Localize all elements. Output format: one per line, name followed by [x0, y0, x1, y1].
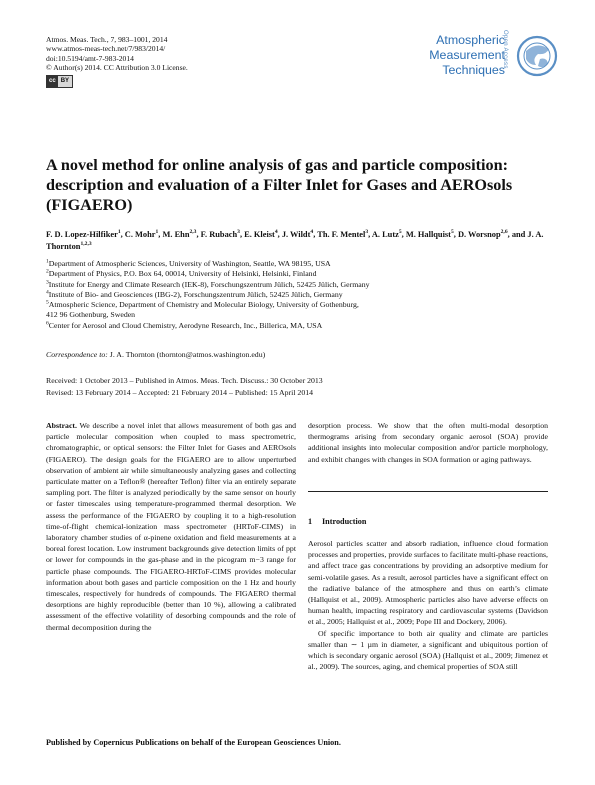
citation: Atmos. Meas. Tech., 7, 983–1001, 2014 — [46, 35, 168, 44]
author-affiliation-marker: 2,6 — [500, 229, 508, 236]
author-affiliation-marker: 5 — [450, 229, 454, 236]
author-affiliation-marker: 5 — [398, 229, 402, 236]
affiliation-1: $^1$Department of Atmospheric Sciences, University of Washington, Seattle, WA 98195, USA — [46, 258, 331, 268]
article-metadata — [46, 35, 188, 88]
abstract-label: Abstract. — [46, 421, 77, 430]
abstract-column — [46, 420, 296, 633]
section-divider — [308, 491, 548, 492]
article-url[interactable]: www.atmos-meas-tech.net/7/983/2014/ — [46, 44, 166, 54]
author-affiliation-marker: 1,2,3 — [80, 241, 92, 248]
author-affiliation-marker: 1 — [117, 229, 121, 236]
affiliation-3: $^3$Institute for Energy and Climate Research (IEK-8), Forschungszentrum Jülich, 52425 Jülich, Germany — [46, 279, 370, 289]
introduction-heading — [308, 517, 366, 526]
journal-name — [395, 33, 505, 79]
received-date: Received: 1 October 2013 – Published in Atmos. Meas. Tech. Discuss.: 30 October 2013 — [46, 376, 323, 385]
author-affiliation-marker: 3 — [237, 229, 240, 236]
journal-name-line2: Measurement — [429, 48, 505, 63]
affiliation-6: $^6$Center for Aerosol and Cloud Chemistry, Aerodyne Research, Inc., Billerica, MA, USA — [46, 320, 323, 330]
author-name: A. Lutz — [371, 230, 399, 239]
journal-name-line3: Techniques — [442, 63, 505, 78]
author-name: F. D. Lopez-Hilfiker — [46, 230, 118, 239]
author-name: M. Ehn — [162, 230, 190, 239]
author-list: F. D. Lopez-Hilfiker$^1$, C. Mohr$^1$, M. Ehn$^{2,3}$, F. Rubach$^3$, E. Kleist$^4$, J. Wildt$^4$, Th. F. Mentel$^3$, A. Lutz$^5$, M. Hallquist$^5$, D. Worsnop$^{2,6}$, and J. A. Thornton$^{1,2,3}$ — [46, 229, 544, 251]
doi[interactable]: doi:10.5194/amt-7-983-2014 — [46, 53, 134, 63]
affiliation-5: $^5$Atmospheric Science, Department of Chemistry and Molecular Biology, University of Gothenburg, — [46, 299, 359, 310]
author-name: J. Wildt — [281, 230, 311, 239]
author-affiliation-marker: 1 — [155, 229, 159, 236]
correspondence-label: Correspondence to: — [46, 350, 108, 359]
correspondence-email[interactable]: J. A. Thornton (thornton@atmos.washington.edu) — [107, 350, 266, 359]
paper-title: A novel method for online analysis of gas and particle composition: description and evaluation of a Filter Inlet for Gases and AEROsols (FIGAERO) — [46, 156, 513, 214]
abstract-text: We describe a novel inlet that allows measurement of both gas and particle molecular composition when coupled to mass spectrometric, chromatographic, or optical sensors: the Filter Inlet for Gases and AEROsols (FIGAERO). The design goals for the FIGAERO are to allow unperturbed observation of ambient air while simultaneously analyzing gases and collecting particulate matter on a Teflon® (hereafter Teflon) filter via an entirely separate sampling port. The filter is analyzed periodically by the same sensor on hourly or faster timescales using temperature-programmed thermal desorption. We assess the performance of the FIGAERO by coupling it to a high-resolution time-of-flight chemical-ionization mass spectrometer (HRToF-CIMS) in laboratory chamber studies of α-pinene oxidation and field measurements at a boreal forest location. Low instrument backgrounds give detection limits of ppt or lower for compounds in the gas-phase and in the picogram m−3 range for particle phase compounds. The FIGAERO-HRToF-CIMS provides molecular information about both gases and particle composition on the 1 Hz and hourly timescales, respectively for hundreds of compounds. The FIGAERO thermal desorptions are highly reproducible (better than 10 %), allowing a calibrated assessment of the effective volatility of desorbing compounds and the role of thermal decomposition during the — [46, 421, 296, 632]
introduction-paragraph-2: Of specific importance to both air quality and climate are particles smaller than ∼ 1 µm in diameter, a significant and ubiquitous portion of which is secondary organic aerosol (SOA) (Hallquist et al., 2009; Jimenez et al., 2009). The sources, aging, and chemical properties of SOA still — [308, 628, 548, 672]
section-title: Introduction — [322, 517, 367, 526]
cc-by-license-icon[interactable] — [46, 75, 73, 88]
author-affiliation-marker: 2,3 — [189, 229, 197, 236]
affiliation-2: $^2$Department of Physics, P.O. Box 64, 00014, University of Helsinki, Helsinki, Finland — [46, 268, 317, 279]
author-name: F. Rubach — [200, 230, 238, 239]
license-text: © Author(s) 2014. CC Attribution 3.0 License. — [46, 63, 188, 73]
author-name: Th. F. Mentel — [317, 230, 366, 239]
correspondence — [46, 350, 265, 359]
cc-badge-label: cc — [47, 76, 58, 87]
author-affiliation-marker: 3 — [365, 229, 369, 236]
author-affiliation-marker: 4 — [310, 229, 314, 236]
affiliation-5-continued: 412 96 Gothenburg, Sweden — [46, 310, 136, 320]
affiliations — [46, 259, 556, 331]
author-name: J. A. Thornton — [46, 230, 544, 251]
egu-globe-logo-icon — [516, 35, 558, 77]
author-name: D. Worsnop — [457, 230, 501, 239]
publisher-footer: Published by Copernicus Publications on behalf of the European Geosciences Union. — [46, 738, 341, 747]
author-name: C. Mohr — [124, 230, 156, 239]
open-access-label: Open Access — [502, 30, 508, 69]
by-badge-label: BY — [60, 77, 70, 84]
introduction-body — [308, 538, 548, 672]
section-number: 1 — [308, 517, 313, 526]
journal-name-line1: Atmospheric — [436, 33, 505, 47]
author-name: E. Kleist — [244, 230, 275, 239]
author-affiliation-marker: 4 — [274, 229, 278, 236]
abstract-continuation: desorption process. We show that the often multi-modal desorption thermograms arising from secondary organic aerosol (SOA) provide additional insights into molecular composition and/or particle morphology, and exhibit changes with changes in SOA formation or aging pathways. — [308, 421, 548, 464]
revised-date: Revised: 13 February 2014 – Accepted: 21 February 2014 – Published: 15 April 2014 — [46, 388, 314, 397]
abstract-continuation-column — [308, 420, 548, 465]
introduction-paragraph-1: Aerosol particles scatter and absorb radiation, influence cloud formation processes and properties, provide surfaces to facilitate multi-phase reactions, and affect trace gas concentrations by providing an adsorptive medium for semi-volatile gases. As a result, aerosol particles have a significant effect on the radiative balance of the atmosphere and thus on earth’s climate (Hallquist et al., 2009). Atmospheric particles also have adverse effects on human health, impacting respiratory and cardiovascular systems (Davidson et al., 2005; Hallquist et al., 2009; Pope III and Dockery, 2006). — [308, 539, 548, 627]
abstract-paragraph — [46, 420, 296, 633]
author-name: M. Hallquist — [405, 230, 451, 239]
article-dates — [46, 375, 323, 399]
affiliation-4: $^4$Institute of Bio- and Geosciences (IBG-2), Forschungszentrum Jülich, 52425 Jülich, Germany — [46, 289, 343, 299]
